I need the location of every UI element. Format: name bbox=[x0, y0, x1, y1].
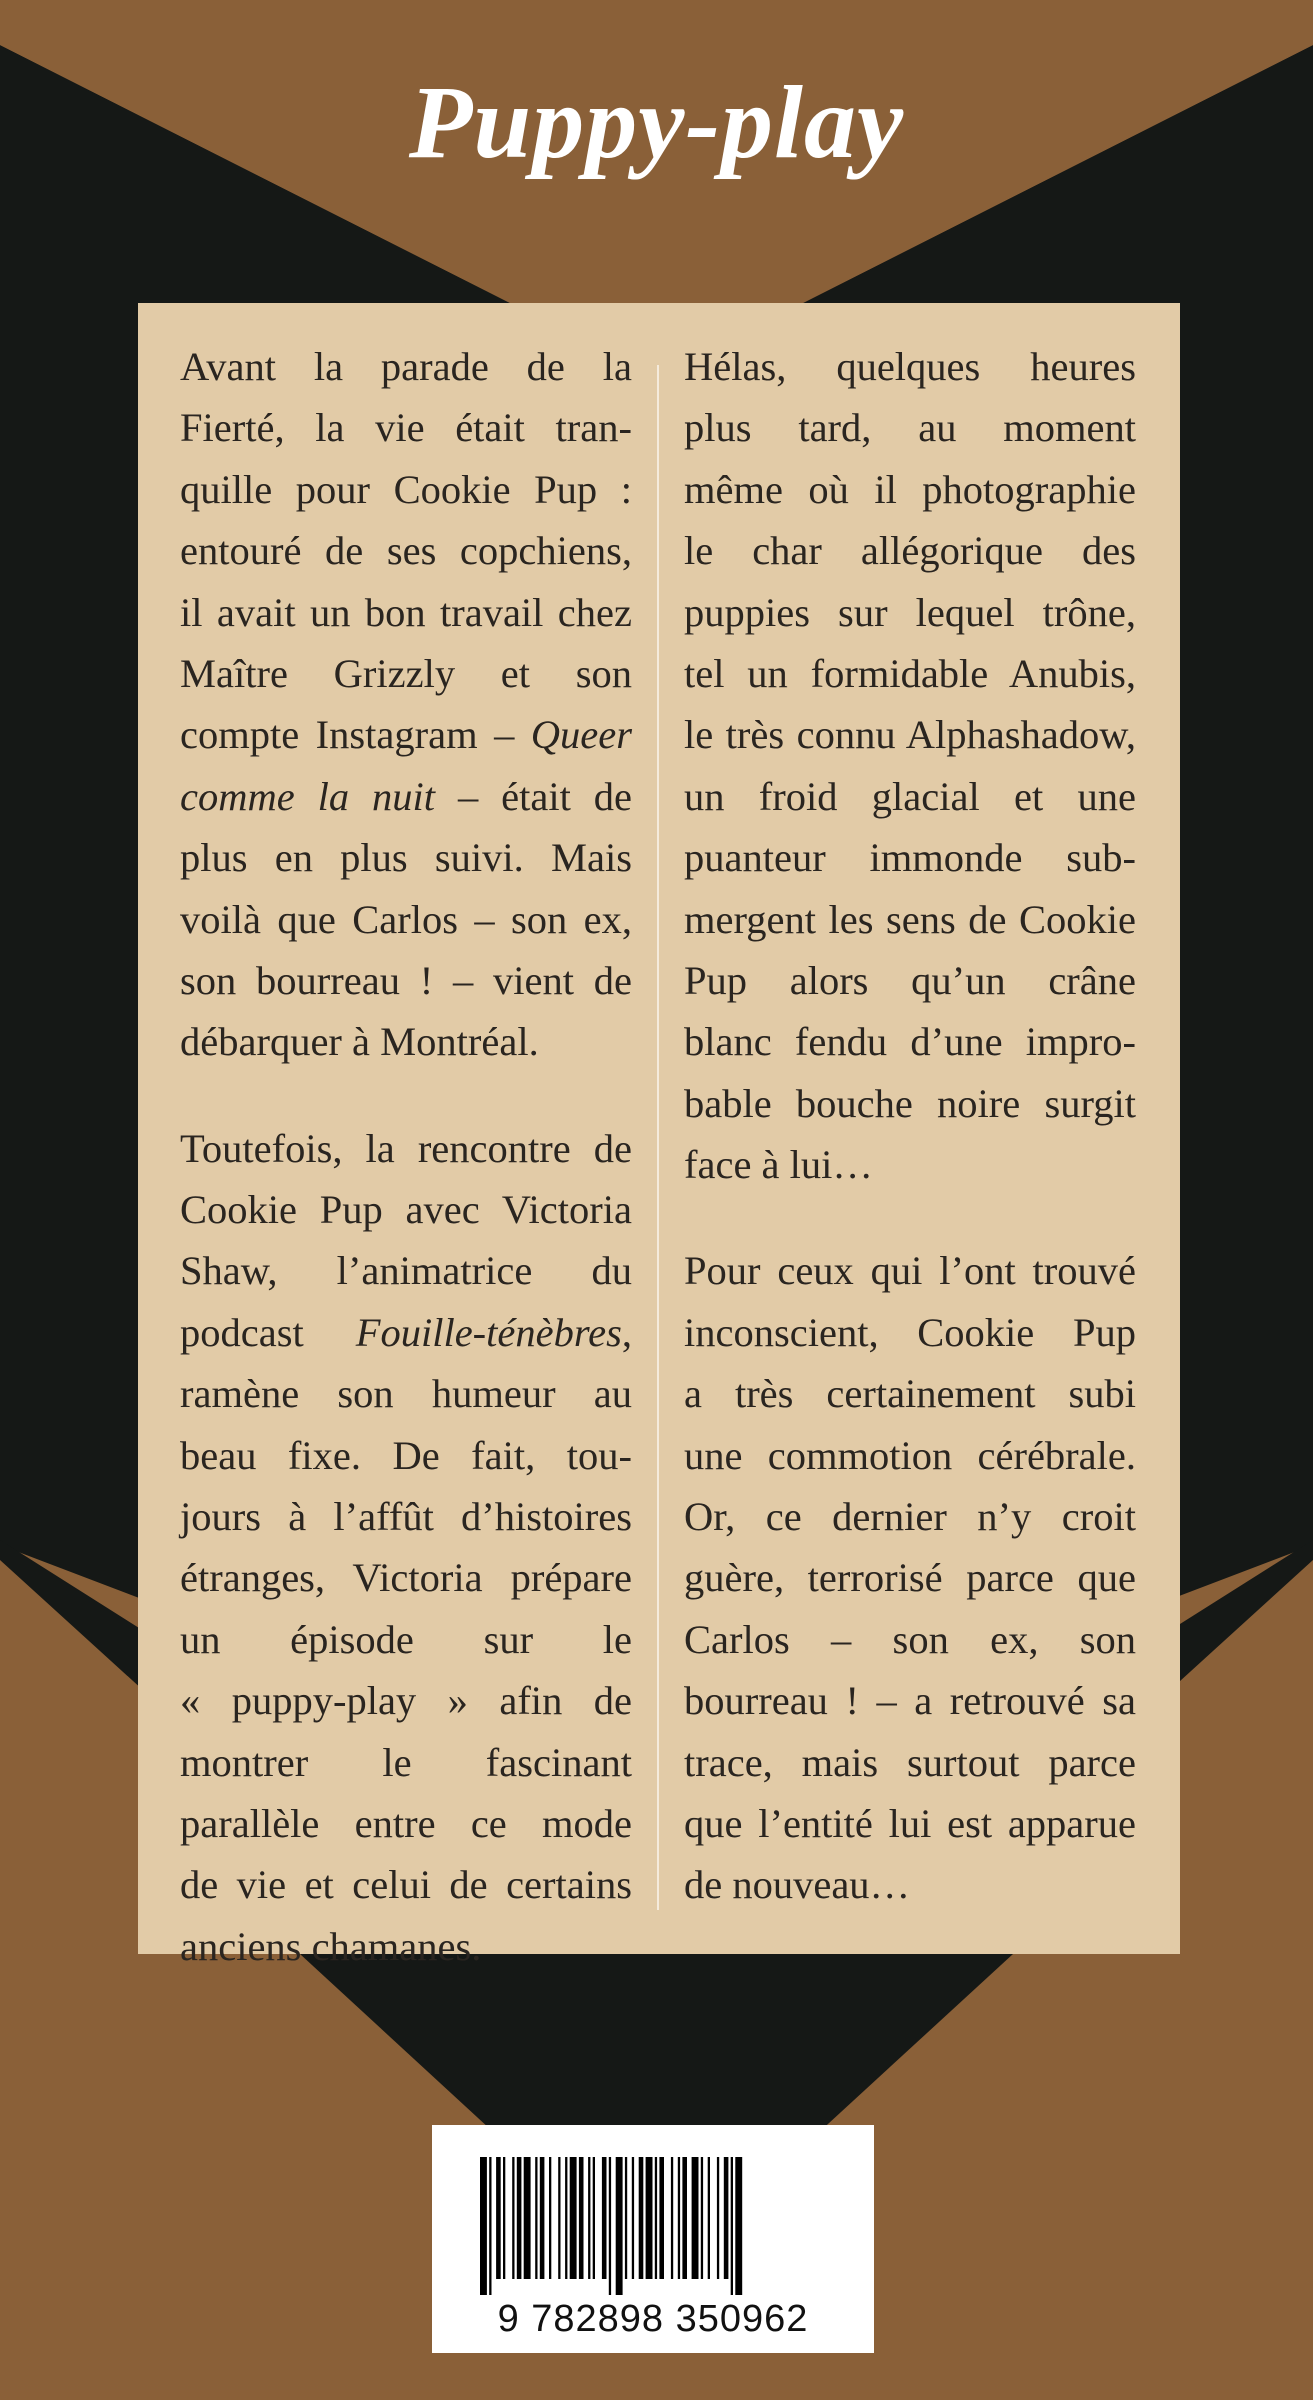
right-paragraph-2 bbox=[684, 1240, 1136, 1915]
text-line: plus en plus suivi. Mais bbox=[180, 835, 632, 881]
text-line: même où il photographie bbox=[684, 466, 1136, 512]
left-paragraph-1 bbox=[180, 336, 632, 1073]
text-line: Toutefois, la rencontre de bbox=[180, 1125, 632, 1171]
text-line: bourreau ! – a retrouvé sa bbox=[684, 1678, 1136, 1724]
text-line: que l’entité lui est apparue bbox=[684, 1800, 1136, 1846]
column-divider bbox=[657, 365, 659, 1910]
text-panel bbox=[138, 303, 1180, 1969]
text-line: Cookie Pup avec Victoria bbox=[180, 1187, 632, 1233]
text-line: Maître Grizzly et son bbox=[180, 650, 632, 696]
text-line: quille pour Cookie Pup : bbox=[180, 466, 632, 512]
barcode-bar bbox=[602, 2157, 607, 2279]
right-column bbox=[684, 336, 1136, 1916]
barcode-bar bbox=[540, 2157, 545, 2279]
barcode-bar bbox=[558, 2157, 560, 2279]
barcode-bar bbox=[735, 2157, 742, 2295]
text-line: le char allégorique des bbox=[684, 528, 1136, 574]
text-line: Or, ce dernier n’y croit bbox=[684, 1494, 1136, 1540]
barcode-bar bbox=[570, 2157, 577, 2279]
text-line bbox=[180, 704, 632, 765]
barcode-bar bbox=[639, 2157, 644, 2279]
barcode-bar bbox=[717, 2157, 719, 2279]
text-line: a très certainement subi bbox=[684, 1371, 1136, 1417]
text-line: étranges, Victoria prépare bbox=[180, 1555, 632, 1601]
text-segment: Queer bbox=[530, 712, 632, 758]
text-line: blanc fendu d’une impro- bbox=[684, 1019, 1136, 1065]
text-line: trace, mais surtout parce bbox=[684, 1739, 1136, 1785]
text-line: Shaw, l’animatrice du bbox=[180, 1248, 632, 1294]
text-line: son bourreau ! – vient de bbox=[180, 957, 632, 1003]
isbn-number: 9 782898 350962 bbox=[497, 2298, 809, 2340]
text-segment: – était de bbox=[435, 773, 632, 819]
barcode-bar bbox=[524, 2157, 531, 2279]
left-column bbox=[180, 336, 632, 1977]
barcode-bar bbox=[692, 2157, 699, 2279]
text-line bbox=[180, 766, 632, 827]
text-line: puanteur immonde sub- bbox=[684, 835, 1136, 881]
text-line: Fierté, la vie était tran- bbox=[180, 405, 632, 451]
barcode-bar bbox=[588, 2157, 590, 2279]
text-line: « puppy-play » afin de bbox=[180, 1678, 632, 1724]
barcode bbox=[432, 2125, 874, 2353]
text-line: de vie et celui de certains bbox=[180, 1862, 632, 1908]
text-line: un épisode sur le bbox=[180, 1616, 632, 1662]
text-line: il avait un bon travail chez bbox=[180, 589, 632, 635]
barcode-bar bbox=[535, 2157, 537, 2279]
text-line: anciens chamanes. bbox=[180, 1923, 482, 1969]
text-line: jours à l’affût d’histoires bbox=[180, 1494, 632, 1540]
barcode-bar bbox=[708, 2157, 710, 2279]
barcode-bar bbox=[625, 2157, 627, 2279]
barcode-bar bbox=[616, 2157, 623, 2295]
text-line: puppies sur lequel trône, bbox=[684, 589, 1136, 635]
text-line: entouré de ses copchiens, bbox=[180, 528, 632, 574]
text-line: beau fixe. De fait, tou- bbox=[180, 1432, 632, 1478]
text-line: Carlos – son ex, son bbox=[684, 1616, 1136, 1662]
barcode-bar bbox=[701, 2157, 703, 2279]
barcode-bar bbox=[731, 2157, 733, 2295]
text-line: mergent les sens de Cookie bbox=[684, 896, 1136, 942]
barcode-bar bbox=[593, 2157, 595, 2279]
barcode-bar bbox=[579, 2157, 584, 2279]
text-line: montrer le fascinant bbox=[180, 1739, 632, 1785]
barcode-bar bbox=[609, 2157, 611, 2295]
barcode-bar bbox=[646, 2157, 653, 2279]
barcode-bar bbox=[517, 2157, 522, 2279]
text-line: Pour ceux qui l’ont trouvé bbox=[684, 1248, 1136, 1294]
text-line: bable bouche noire surgit bbox=[684, 1080, 1136, 1126]
barcode-bar bbox=[682, 2157, 687, 2279]
barcode-bar bbox=[565, 2157, 567, 2279]
barcode-bar bbox=[632, 2157, 634, 2279]
barcode-bar bbox=[549, 2157, 551, 2279]
text-line: tel un formidable Anubis, bbox=[684, 650, 1136, 696]
barcode-bar bbox=[489, 2157, 491, 2295]
text-segment: , bbox=[621, 1309, 632, 1355]
barcode-bar bbox=[724, 2157, 729, 2279]
text-line: un froid glacial et une bbox=[684, 773, 1136, 819]
barcode-bar bbox=[512, 2157, 514, 2279]
barcode-bar bbox=[655, 2157, 657, 2279]
text-segment: podcast bbox=[180, 1309, 356, 1355]
barcode-bar bbox=[496, 2157, 501, 2279]
text-line: plus tard, au moment bbox=[684, 405, 1136, 451]
barcode-bar bbox=[678, 2157, 680, 2279]
text-line: Pup alors qu’un crâne bbox=[684, 957, 1136, 1003]
text-segment: compte Instagram – bbox=[180, 712, 531, 758]
text-line bbox=[180, 1302, 632, 1363]
text-line: de nouveau… bbox=[684, 1862, 911, 1908]
text-line: face à lui… bbox=[684, 1142, 873, 1188]
text-line: ramène son humeur au bbox=[180, 1371, 632, 1417]
text-line: débarquer à Montréal. bbox=[180, 1019, 539, 1065]
text-line: parallèle entre ce mode bbox=[180, 1800, 632, 1846]
barcode-icon bbox=[480, 2157, 826, 2295]
left-paragraph-2 bbox=[180, 1118, 632, 1977]
barcode-bar bbox=[671, 2157, 673, 2279]
barcode-bar bbox=[503, 2157, 505, 2279]
text-segment: comme la nuit bbox=[180, 773, 436, 819]
text-line: le très connu Alphashadow, bbox=[684, 712, 1136, 758]
text-segment: Fouille-ténèbres bbox=[355, 1309, 622, 1355]
text-line: Hélas, quelques heures bbox=[684, 344, 1136, 389]
text-line: inconscient, Cookie Pup bbox=[684, 1309, 1136, 1355]
book-title: Puppy-play bbox=[408, 65, 905, 180]
text-line: guère, terrorisé parce que bbox=[684, 1555, 1136, 1601]
right-paragraph-1 bbox=[684, 336, 1136, 1195]
text-line: voilà que Carlos – son ex, bbox=[180, 896, 632, 942]
text-line: une commotion cérébrale. bbox=[684, 1432, 1136, 1478]
barcode-bar bbox=[480, 2157, 487, 2295]
barcode-bar bbox=[659, 2157, 664, 2279]
text-line: Avant la parade de la bbox=[180, 344, 632, 389]
